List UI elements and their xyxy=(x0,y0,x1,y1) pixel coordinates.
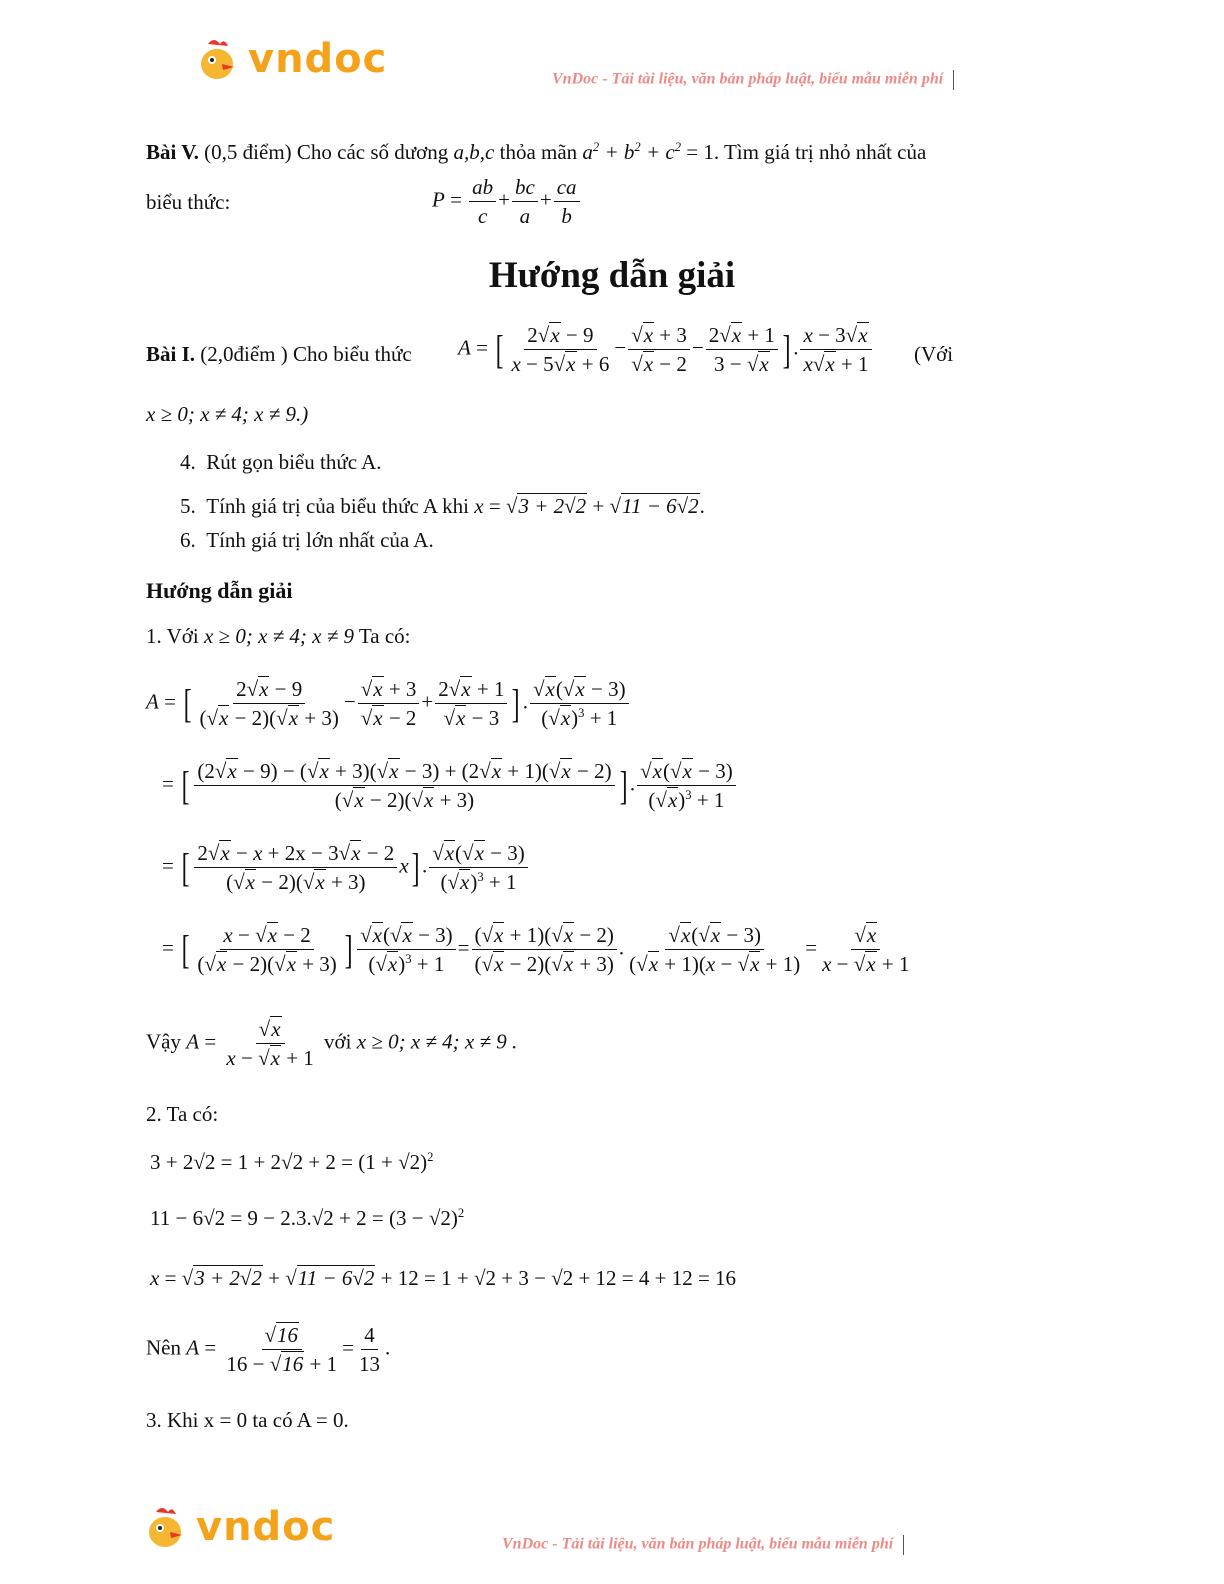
derivation-line1: A = [ $\frac{2√x - 9}{(√x - 2)(√x + 3)}$ − $\frac{√x + 3}{√x - 2}$ + $\frac{2√x + 1}{√x - 3}$ ] . $\frac{√x(√x - 3)}{(√x)^3 + 1}$ xyxy=(146,676,631,732)
question-6: 6. Tính giá trị lớn nhất của A. xyxy=(180,528,434,552)
formula-P: P = $\frac{ab}{c}$ + $\frac{bc}{a}$ + $\frac{ca}{b}$ xyxy=(432,174,582,230)
footer-logo xyxy=(140,1502,335,1552)
derivation-line3: = [ $\frac{2√x - x + 2x - 3√x - 2}{(√x - 2)(√x + 3)}$ x] . $\frac{√x(√x - 3)}{(√x)^3 + 1}$ xyxy=(162,840,530,896)
step3-line: 3. Khi x = 0 ta có A = 0. xyxy=(146,1408,349,1432)
logo-text: vndoc xyxy=(248,36,388,82)
step2-label: 2. Ta có: xyxy=(146,1102,219,1126)
solution-title: Hướng dẫn giải xyxy=(146,578,293,603)
logo-text: vndoc xyxy=(196,1504,336,1550)
eq-3plus2sqrt2: $3 + 2√2 = 1 + 2√2 + 2 = (1 + √2)^2$ xyxy=(150,1150,434,1174)
question-5: 5. Tính giá trị của biểu thức A khi x = √3 + 2√2 + √11 − 6√2. xyxy=(180,494,705,518)
bai5-label: Bài V. xyxy=(146,140,199,164)
eq-11minus6sqrt2: $11 - 6√2 = 9 - 2.3.√2 + 2 = (3 - √2)^2$ xyxy=(150,1206,465,1230)
eq-A-value: Nên A = $\frac{√16}{16 - √16 + 1}$ = $\frac{4}{13}$ . xyxy=(146,1323,391,1377)
footer-tagline: VnDoc - Tải tài liệu, văn bản pháp luật, biểu mẫu miễn phí xyxy=(502,1535,904,1555)
header-tagline: VnDoc - Tải tài liệu, văn bản pháp luật, biểu mẫu miễn phí xyxy=(552,70,954,90)
main-title: Hướng dẫn giải xyxy=(488,255,736,296)
mascot-icon xyxy=(140,1502,190,1552)
step1-line: 1. Với x ≥ 0; x ≠ 4; x ≠ 9 Ta có: xyxy=(146,624,411,648)
header-logo xyxy=(192,34,387,84)
bai1-domain: x ≥ 0; x ≠ 4; x ≠ 9.) xyxy=(146,402,309,426)
question-4: 4. Rút gọn biểu thức A. xyxy=(180,450,382,474)
formula-A-def: A = [ $\frac{2√x - 9}{x - 5√x + 6}$ − $\frac{√x + 3}{√x - 2}$ − $\frac{2√x + 1}{3 - √x}$ ] . $\frac{x - 3√x}{x√x + 1}$ xyxy=(458,322,874,378)
conclusion-line: Vậy A = $\frac{√x}{x - √x + 1}$ với x ≥ 0; x ≠ 4; x ≠ 9 . xyxy=(146,1017,518,1071)
derivation-line2: = [ $\frac{(2√x - 9) - (√x + 3)(√x - 3) + (2√x + 1)(√x - 2)}{(√x - 2)(√x + 3)}$ ] . $\frac{√x(√x - 3)}{(√x)^3 + 1}$ xyxy=(162,758,738,814)
bai1-suffix: (Với xyxy=(914,342,954,366)
mascot-icon xyxy=(192,34,242,84)
bai5-line2: biểu thức: xyxy=(146,190,231,214)
bai1-label: Bài I. xyxy=(146,342,196,366)
bai5-line1: Bài V. (0,5 điểm) Cho các số dương a,b,c thỏa mãn $a^2 + b^2 + c^2 = 1$. Tìm giá trị nhỏ nhất của xyxy=(146,140,927,164)
bai1-line1: Bài I. (2,0điểm ) Cho biểu thức xyxy=(146,342,412,366)
eq-x-value: x = √3 + 2√2 + √11 − 6√2 + 12 = 1 + √2 + 3 − √2 + 12 = 4 + 12 = 16 xyxy=(150,1266,737,1290)
derivation-line4: = [ $\frac{x - √x - 2}{(√x - 2)(√x + 3)}$ ] $\frac{√x(√x - 3)}{(√x)^3 + 1}$ = $\frac{(√x + 1)(√x - 2)}{(√x - 2)(√x + 3)}$ . $\frac{√x(√x - 3)}{(√x + 1)(x - √x + 1)}$ = $\frac{√x}{x - √x + 1}$ xyxy=(162,923,910,977)
